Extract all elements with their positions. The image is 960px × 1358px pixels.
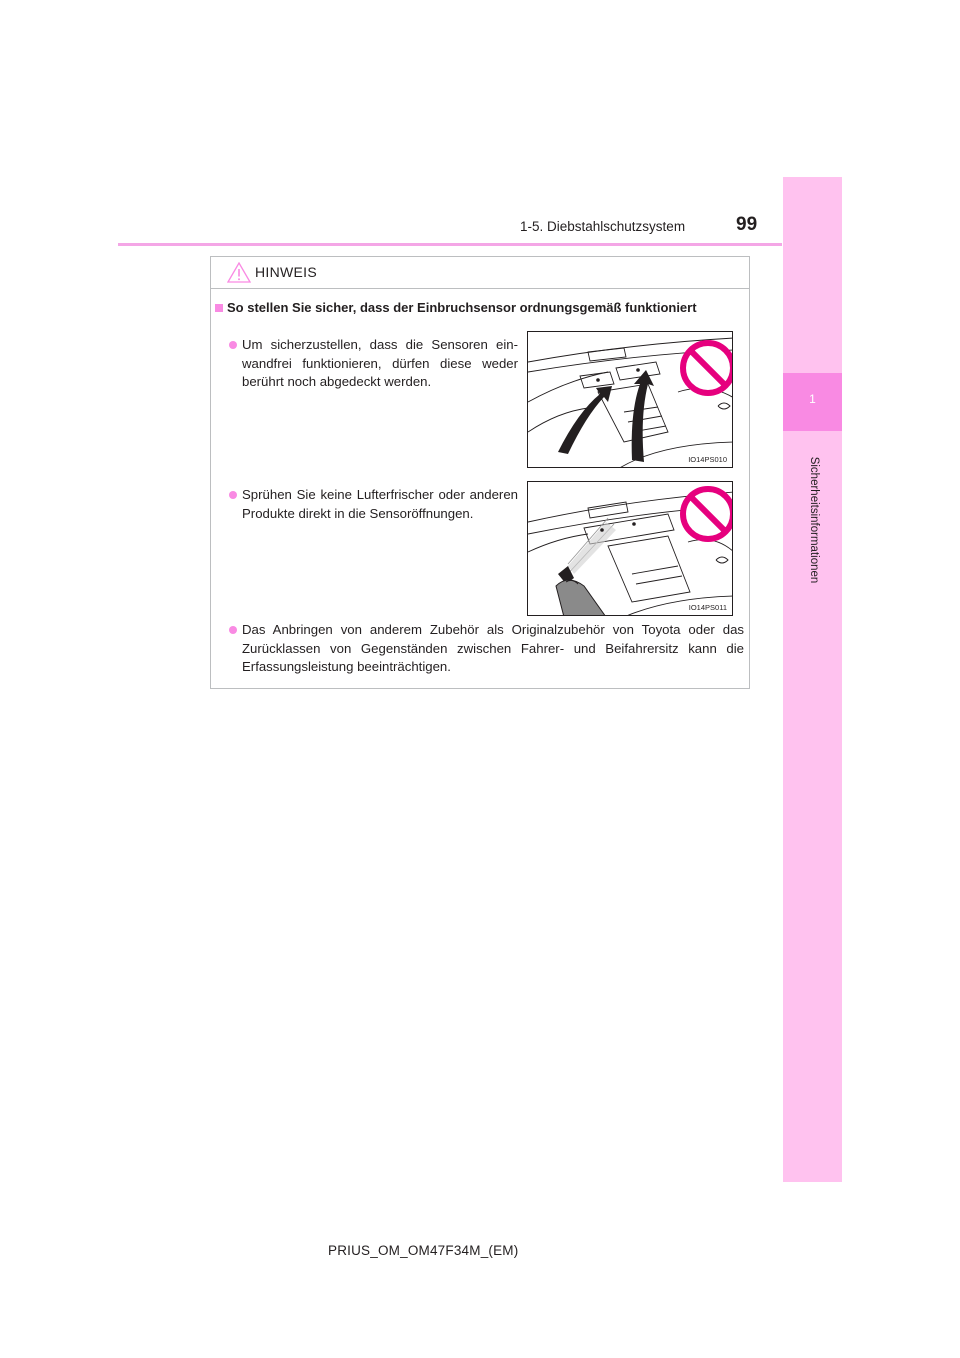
bullet-item [242, 336, 518, 392]
prohibition-sign-icon [683, 489, 733, 539]
bullet-item [242, 621, 744, 677]
bullet-dot-icon [229, 491, 237, 499]
illustration-spray [527, 481, 733, 616]
illustration-sensor-touch [527, 331, 733, 468]
bullet-item [242, 486, 518, 523]
bullet-dot-icon [229, 341, 237, 349]
spray-can-drawing [528, 482, 733, 616]
notice-subheading-text: So stellen Sie sicher, dass der Einbruchsensor ordnungsgemäß funktioniert [227, 300, 697, 315]
chapter-label: Sicherheitsinformationen [808, 456, 820, 584]
bullet-text: Das Anbringen von anderem Zubehör als Originalzubehör von Toyota oder das Zurücklassen von Gegenständen zwischen Fahrer- und Beifahrersitz kann die Erfassungsleistung beeinträchtigen. [242, 622, 744, 674]
chapter-side-tab [783, 177, 842, 1182]
notice-subheading [215, 300, 697, 315]
warning-triangle-icon [227, 262, 251, 283]
notice-box [210, 256, 750, 689]
notice-header [211, 257, 749, 289]
bullet-text: Um sicherzustellen, dass die Sensoren einwandfrei funktionieren, dürfen diese weder berührt noch abgedeckt werden. [242, 337, 518, 389]
page-number: 99 [736, 214, 758, 235]
chapter-number: 1 [809, 392, 816, 406]
overhead-console-drawing [528, 332, 733, 468]
square-bullet-icon [215, 304, 223, 312]
document-code: PRIUS_OM_OM47F34M_(EM) [328, 1243, 519, 1258]
prohibition-sign-icon [683, 343, 733, 393]
bullet-text: Sprühen Sie keine Lufterfrischer oder anderen Produkte direkt in die Sensoröffnungen. [242, 487, 518, 521]
header-rule [118, 243, 782, 246]
section-title: 1-5. Diebstahlschutzsystem [520, 219, 686, 234]
illustration-code: IO14PS011 [688, 603, 727, 612]
notice-title: HINWEIS [255, 264, 317, 280]
chapter-number-tab [783, 373, 842, 431]
chapter-label-wrap [804, 440, 824, 600]
bullet-dot-icon [229, 626, 237, 634]
illustration-code: IO14PS010 [688, 455, 727, 464]
